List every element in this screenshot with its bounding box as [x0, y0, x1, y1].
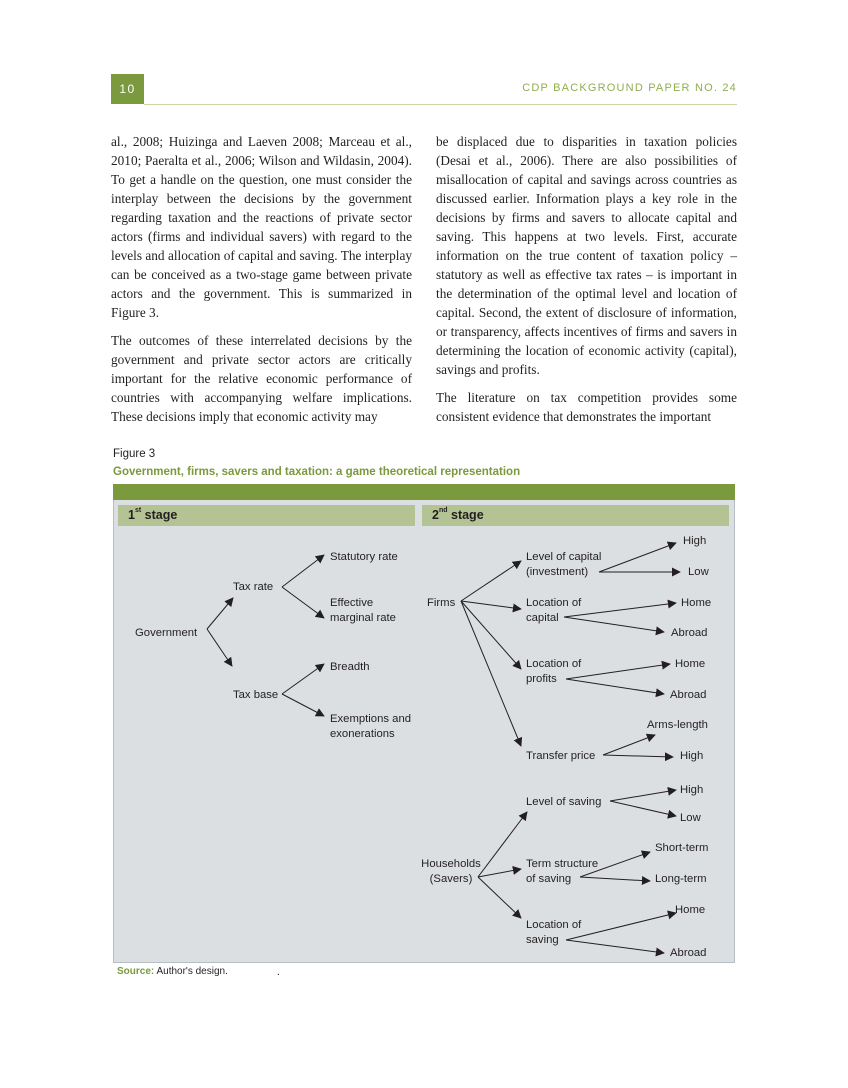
figure-panel: [113, 484, 735, 963]
paragraph: al., 2008; Huizinga and Laeven 2008; Marceau et al., 2010; Paeralta et al., 2006; Wilson and Wildasin, 2004). To get a handle on the question, one must consider the interplay between the decisions by the government regarding taxation and the reactions of private sector actors (firms and individual savers) with regard to the levels and allocation of capital and saving. The interplay can be conceived as a two-stage game between private actors and the government. This is summarized in Figure 3.: [111, 134, 412, 320]
stage-1-header: 1st stage: [118, 505, 415, 526]
figure-source: Source: Author's design.: [117, 966, 228, 977]
outcome-saving-high: High: [680, 784, 704, 796]
outcome-long-term: Long-term: [655, 873, 707, 885]
node-location-of-profits: Location of profits: [526, 658, 582, 685]
node-level-of-saving: Level of saving: [526, 796, 602, 808]
outcome-saving-home: Home: [675, 904, 706, 916]
node-exemptions: Exemptions and exonerations: [330, 713, 412, 740]
figure-label: Figure 3: [113, 448, 156, 460]
node-level-of-capital: Level of capital (investment): [526, 551, 602, 578]
node-term-structure: Term structure of saving: [526, 858, 599, 885]
node-location-of-capital: Location of capital: [526, 597, 582, 624]
outcome-transfer-high: High: [680, 750, 704, 762]
node-tax-base: Tax base: [233, 689, 279, 701]
node-location-of-saving: Location of saving: [526, 919, 582, 946]
paragraph: be displaced due to disparities in taxation policies (Desai et al., 2006). There are also possibilities of misallocation of capital and savings across countries as discussed earlier. Information plays a key role in the decisions by firms and savers to allocate capital and saving. This happens at two levels. First, accurate information on the true content of taxation policy – statutory as well as effective tax rates – is important in the determination of the optimal level and location of capital. Second, the extent of disclosure of information, or transparency, affects incentives of firms and savers in determining the location of economic activity (capital), savings and profits.: [436, 134, 737, 377]
outcome-profits-home: Home: [675, 658, 706, 670]
outcome-saving-abroad: Abroad: [670, 947, 707, 959]
outcome-saving-low: Low: [680, 812, 701, 824]
node-households: Households (Savers): [421, 858, 481, 885]
node-effective-marginal-rate: Effective marginal rate: [330, 597, 396, 624]
outcome-capital-abroad: Abroad: [671, 627, 708, 639]
node-tax-rate: Tax rate: [233, 581, 274, 593]
outcome-profits-abroad: Abroad: [670, 689, 707, 701]
outcome-capital-home: Home: [681, 597, 712, 609]
stage-2-header: 2nd stage: [422, 505, 729, 526]
node-breadth: Breadth: [330, 661, 370, 673]
figure-title: Government, firms, savers and taxation: a game theoretical representation: [113, 466, 521, 478]
outcome-arms-length: Arms-length: [647, 719, 708, 731]
running-head: CDP BACKGROUND PAPER NO. 24: [522, 82, 737, 94]
left-column: [111, 132, 412, 435]
outcome-capital-high: High: [683, 535, 707, 547]
paragraph: The outcomes of these interrelated decisions by the government and private sector actors are critically important for the relative economic performance of countries with accompanying welfare implications. These decisions imply that economic activity may: [111, 333, 412, 424]
page-number: 10: [111, 74, 144, 104]
node-transfer-price: Transfer price: [526, 750, 596, 762]
stray-mark: .: [277, 966, 280, 978]
right-column: [436, 132, 737, 435]
header-rule: [144, 104, 737, 105]
node-statutory-rate: Statutory rate: [330, 551, 398, 563]
node-government: Government: [135, 627, 198, 639]
outcome-capital-low: Low: [688, 566, 709, 578]
node-firms: Firms: [427, 597, 456, 609]
paragraph: The literature on tax competition provides some consistent evidence that demonstrates the important: [436, 390, 737, 424]
figure-header-bar: [113, 484, 735, 500]
outcome-short-term: Short-term: [655, 842, 709, 854]
